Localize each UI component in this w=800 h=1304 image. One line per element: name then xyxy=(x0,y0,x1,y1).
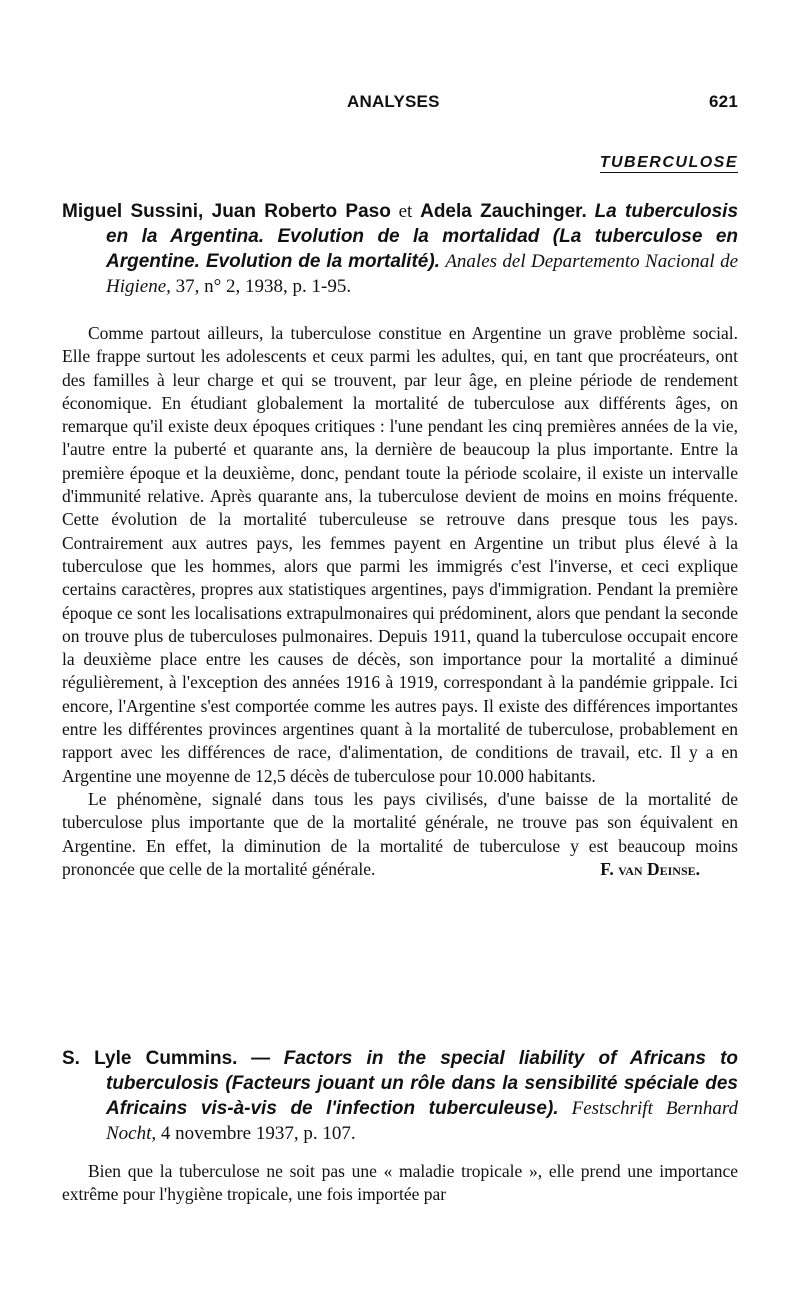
article2-reference xyxy=(62,1046,738,1146)
article1-authors2: Adela Zauchinger. xyxy=(420,201,587,222)
signature-initial: F. xyxy=(600,858,614,879)
article1-paragraph-2-text: Le phénomène, signalé dans tous les pays civilisés, d'une baisse de la mortalité de tuberculose plus importante que de la mortalité générale, ne trouve pas son équivalent en Argentine. En effet, la diminution de la mortalité de tuberculose y est beaucoup moins prononcée que celle de la mortalité générale. xyxy=(62,788,738,879)
article1-and: et xyxy=(398,201,413,222)
article1-authors: Miguel Sussini, Juan Roberto Paso xyxy=(62,201,391,222)
article2-source-details: 4 novembre 1937, p. 107. xyxy=(160,1123,356,1144)
article1-reference xyxy=(62,199,738,299)
article1-title: La tuberculosis en la Argentina. Evolution de la mortalidad (La tuberculose en Argentine. Evolution de la mortalité). xyxy=(106,201,739,272)
article1-paragraph-1: Comme partout ailleurs, la tuberculose constitue en Argentine un grave problème social. Elle frappe surtout les adolescents et ceux parmi les adultes, qui, en tant que procréateurs, ont des familles à leur charge et qui se trouvent, par leur âge, en pleine période de rendement économique. En étudiant globalement la mortalité de tuberculose aux différents âges, on remarque qu'il existe deux époques critiques : l'une pendant les cinq premières années de la vie, l'autre entre la puberté et quarante ans, la dernière de beaucoup la plus importante. Entre la première époque et la deuxième, donc, pendant toute la période scolaire, il existe un intervalle d'immunité relative. Après quarante ans, la tuberculose devient de moins en moins fréquente. Cette évolution de la mortalité tuberculeuse se retrouve dans presque tous les pays. Contrairement aux autres pays, les femmes payent en Argentine un tribut plus élevé à la tuberculose que les hommes, alors que parmi les immigrés c'est l'inverse, et ceci explique certains caractères, propres aux statistiques argentines, pays d'immigration. Pendant la première époque ce sont les localisations extrapulmonaires qui prédominent, alors que pendant la seconde on trouve plus de tuberculoses pulmonaires. Depuis 1911, quand la tuberculose occupait encore la deuxième place entre les causes de décès, son importance pour la mortalité a diminué régulièrement, à l'exception des années 1916 à 1919, correspondant à la pandémie grippale. Ici encore, l'Argentine s'est comportée comme les autres pays. Il existe des différences importantes entre les différentes provinces argentines quant à la mortalité de tuberculose, probablement en rapport avec les différences de race, d'alimentation, de conditions de travail, etc. Il y a en Argentine une moyenne de 12,5 décès de tuberculose pour 10.000 habitants. xyxy=(62,323,738,786)
reviewer-signature xyxy=(574,858,700,881)
page-number: 621 xyxy=(709,92,738,111)
article1-source-journal: Anales del Departemento Nacional de Higiene, xyxy=(106,251,739,297)
article1-paragraph-2 xyxy=(62,788,738,881)
article2-body xyxy=(62,1160,738,1207)
article2-paragraph-1: Bien que la tuberculose ne soit pas une « maladie tropicale », elle prend une importance extrême pour l'hygiène tropicale, une fois importée par xyxy=(62,1161,738,1205)
article1-body xyxy=(62,322,738,881)
article1-source-details: 37, n° 2, 1938, p. 1-95. xyxy=(175,276,352,297)
signature-name: van Deinse. xyxy=(618,858,700,879)
article2-title: Factors in the special liability of Africans to tuberculosis (Facteurs jouant un rôle dans la sensibilité spéciale des Africains vis-à-vis de l'infection tuberculeuse). xyxy=(106,1048,739,1119)
article2-source-journal: Festschrift Bernhard Nocht, xyxy=(106,1098,739,1144)
article2-authors: S. Lyle Cummins. xyxy=(62,1048,238,1069)
article2-dash: — xyxy=(251,1048,271,1069)
running-header xyxy=(62,88,738,112)
running-title: ANALYSES xyxy=(347,92,440,111)
section-heading: TUBERCULOSE xyxy=(599,154,738,171)
